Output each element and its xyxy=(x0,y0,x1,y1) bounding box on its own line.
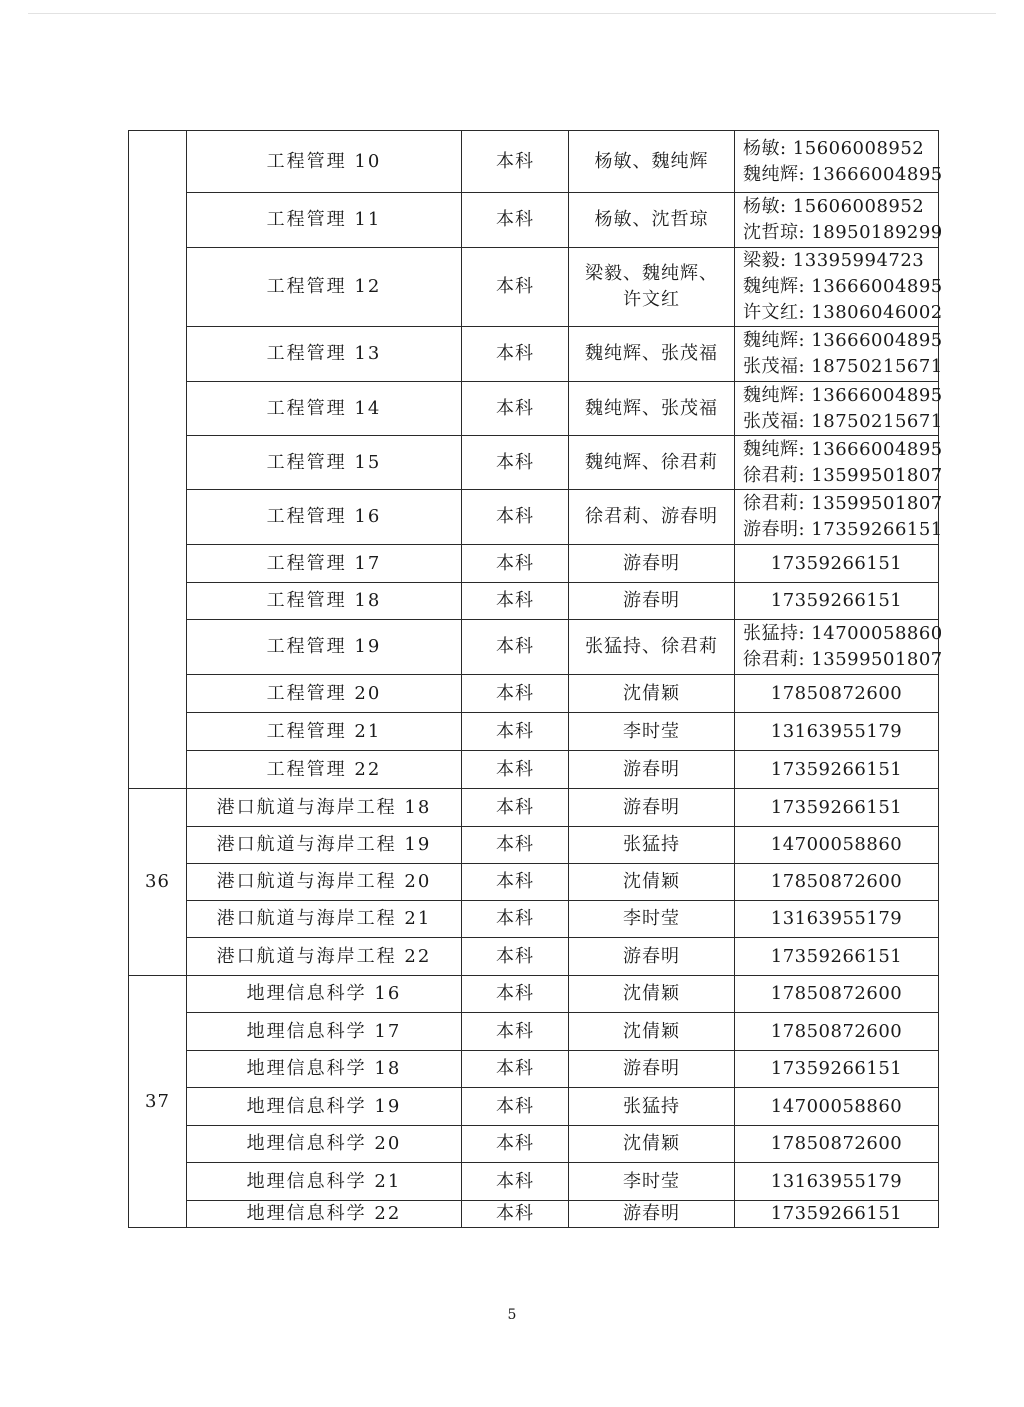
advisor-cell xyxy=(569,901,735,938)
contact-line: 许文红: 13806046002 xyxy=(743,302,943,323)
contact-cell xyxy=(735,938,939,976)
contact-cell xyxy=(735,713,939,751)
major-cell: 工程管理 16 xyxy=(187,490,462,545)
level-cell: 本科 xyxy=(462,1201,569,1228)
contact-line: 魏纯辉: 13666004895 xyxy=(743,438,943,460)
advisor-line: 魏纯辉、张茂福 xyxy=(585,397,718,419)
advisor-line: 许文红 xyxy=(623,289,680,310)
major-cell: 工程管理 21 xyxy=(187,713,462,751)
level-cell: 本科 xyxy=(462,976,569,1013)
contact-cell xyxy=(735,675,939,713)
contact-cell xyxy=(735,620,943,675)
contact-line: 17359266151 xyxy=(770,945,903,967)
table-row xyxy=(129,382,939,436)
major-cell: 港口航道与海岸工程 20 xyxy=(187,864,462,901)
contact-line: 魏纯辉: 13666004895 xyxy=(743,384,943,406)
contact-cell xyxy=(735,1201,939,1228)
contact-cell xyxy=(735,193,943,248)
contact-line: 17850872600 xyxy=(770,682,903,704)
table-row xyxy=(129,713,939,751)
contact-line: 17850872600 xyxy=(770,871,903,892)
advisor-cell xyxy=(569,620,735,675)
group-seq-cell xyxy=(129,131,187,789)
advisor-line: 游春明 xyxy=(623,796,680,818)
advisor-cell xyxy=(569,131,735,193)
contact-line: 徐君莉: 13599501807 xyxy=(743,649,943,670)
table-row xyxy=(129,938,939,976)
advisor-cell xyxy=(569,789,735,827)
contact-line: 17850872600 xyxy=(770,983,903,1004)
contact-line: 徐君莉: 13599501807 xyxy=(743,464,943,486)
contact-cell xyxy=(735,490,943,545)
contact-cell xyxy=(735,864,939,901)
contact-cell xyxy=(735,901,939,938)
table-row xyxy=(129,436,939,490)
advisor-cell xyxy=(569,938,735,976)
level-cell: 本科 xyxy=(462,583,569,620)
table-row xyxy=(129,1051,939,1088)
level-cell: 本科 xyxy=(462,248,569,327)
advisor-cell xyxy=(569,1088,735,1126)
major-cell: 工程管理 20 xyxy=(187,675,462,713)
contact-cell xyxy=(735,248,943,327)
major-cell: 地理信息科学 16 xyxy=(187,976,462,1013)
advisor-cell xyxy=(569,713,735,751)
level-cell: 本科 xyxy=(462,1013,569,1051)
level-cell: 本科 xyxy=(462,382,569,436)
roster-body xyxy=(129,131,943,1228)
contact-line: 17359266151 xyxy=(770,1058,903,1079)
advisor-cell xyxy=(569,436,735,490)
contact-cell xyxy=(735,1126,939,1163)
contact-line: 14700058860 xyxy=(770,1095,903,1117)
advisor-line: 沈倩颖 xyxy=(623,871,680,892)
level-cell: 本科 xyxy=(462,620,569,675)
major-cell: 工程管理 19 xyxy=(187,620,462,675)
contact-line: 沈哲琼: 18950189299 xyxy=(743,222,943,243)
level-cell: 本科 xyxy=(462,938,569,976)
major-cell: 地理信息科学 21 xyxy=(187,1163,462,1201)
table-row xyxy=(129,193,939,248)
level-cell: 本科 xyxy=(462,193,569,248)
table-row xyxy=(129,675,939,713)
level-cell: 本科 xyxy=(462,1088,569,1126)
contact-cell xyxy=(735,1088,939,1126)
advisor-line: 张猛持 xyxy=(623,834,680,855)
table-row xyxy=(129,827,939,864)
contact-line: 13163955179 xyxy=(770,1170,903,1192)
advisor-cell xyxy=(569,382,735,436)
level-cell: 本科 xyxy=(462,1163,569,1201)
table-row xyxy=(129,976,939,1013)
contact-line: 杨敏: 15606008952 xyxy=(743,196,925,217)
contact-line: 游春明: 17359266151 xyxy=(743,519,943,540)
contact-cell xyxy=(735,827,939,864)
level-cell: 本科 xyxy=(462,827,569,864)
advisor-line: 魏纯辉、张茂福 xyxy=(585,343,718,364)
major-cell: 港口航道与海岸工程 19 xyxy=(187,827,462,864)
level-cell: 本科 xyxy=(462,1051,569,1088)
major-cell: 港口航道与海岸工程 18 xyxy=(187,789,462,827)
level-cell: 本科 xyxy=(462,789,569,827)
level-cell: 本科 xyxy=(462,545,569,583)
major-cell: 地理信息科学 18 xyxy=(187,1051,462,1088)
contact-line: 魏纯辉: 13666004895 xyxy=(743,163,943,185)
advisor-line: 游春明 xyxy=(623,1058,680,1079)
major-cell: 工程管理 18 xyxy=(187,583,462,620)
contact-cell xyxy=(735,1163,939,1201)
advisor-cell xyxy=(569,1201,735,1228)
advisor-line: 李时莹 xyxy=(623,908,680,929)
level-cell: 本科 xyxy=(462,1126,569,1163)
advisor-line: 沈倩颖 xyxy=(623,682,680,704)
contact-cell xyxy=(735,1051,939,1088)
advisor-cell xyxy=(569,490,735,545)
table-row xyxy=(129,327,939,382)
advisor-line: 游春明 xyxy=(623,945,680,967)
contact-line: 杨敏: 15606008952 xyxy=(743,137,925,159)
page-top-rule xyxy=(28,13,996,14)
advisor-line: 沈倩颖 xyxy=(623,1133,680,1154)
level-cell: 本科 xyxy=(462,751,569,789)
page-number: 5 xyxy=(507,1307,517,1323)
major-cell: 工程管理 10 xyxy=(187,131,462,193)
table-row xyxy=(129,1163,939,1201)
contact-cell xyxy=(735,436,943,490)
table-row xyxy=(129,1088,939,1126)
contact-cell xyxy=(735,545,939,583)
level-cell: 本科 xyxy=(462,131,569,193)
contact-line: 13163955179 xyxy=(770,908,903,929)
contact-line: 魏纯辉: 13666004895 xyxy=(743,330,943,351)
level-cell: 本科 xyxy=(462,901,569,938)
advisor-line: 游春明 xyxy=(623,1203,680,1224)
advisor-cell xyxy=(569,1163,735,1201)
contact-line: 17359266151 xyxy=(770,796,903,818)
contact-line: 张猛持: 14700058860 xyxy=(743,623,943,644)
major-cell: 工程管理 17 xyxy=(187,545,462,583)
contact-cell xyxy=(735,583,939,620)
contact-line: 17850872600 xyxy=(770,1020,903,1042)
table-row xyxy=(129,545,939,583)
table-row xyxy=(129,1126,939,1163)
level-cell: 本科 xyxy=(462,327,569,382)
advisor-line: 沈倩颖 xyxy=(623,983,680,1004)
advisor-line: 张猛持、徐君莉 xyxy=(585,636,718,657)
advisor-cell xyxy=(569,1013,735,1051)
advisor-line: 沈倩颖 xyxy=(623,1020,680,1042)
table-row xyxy=(129,248,939,327)
major-cell: 地理信息科学 22 xyxy=(187,1201,462,1228)
advisor-cell xyxy=(569,193,735,248)
advisor-roster-table xyxy=(128,130,943,1228)
advisor-line: 梁毅、魏纯辉、 xyxy=(585,263,718,284)
level-cell: 本科 xyxy=(462,490,569,545)
major-cell: 工程管理 22 xyxy=(187,751,462,789)
contact-line: 梁毅: 13395994723 xyxy=(743,250,925,271)
table-row xyxy=(129,583,939,620)
advisor-line: 游春明 xyxy=(623,590,680,611)
contact-line: 魏纯辉: 13666004895 xyxy=(743,276,943,297)
major-cell: 工程管理 12 xyxy=(187,248,462,327)
contact-line: 17359266151 xyxy=(770,1203,903,1224)
level-cell: 本科 xyxy=(462,713,569,751)
level-cell: 本科 xyxy=(462,864,569,901)
contact-cell xyxy=(735,327,943,382)
contact-cell xyxy=(735,789,939,827)
advisor-cell xyxy=(569,545,735,583)
contact-line: 17359266151 xyxy=(770,590,903,611)
contact-line: 17359266151 xyxy=(770,552,903,574)
table-row xyxy=(129,490,939,545)
advisor-line: 张猛持 xyxy=(623,1095,680,1117)
table-row xyxy=(129,620,939,675)
advisor-line: 李时莹 xyxy=(623,720,680,742)
contact-line: 徐君莉: 13599501807 xyxy=(743,493,943,514)
advisor-line: 徐君莉、游春明 xyxy=(585,506,718,527)
table-row xyxy=(129,789,939,827)
contact-line: 14700058860 xyxy=(770,834,903,855)
contact-cell xyxy=(735,976,939,1013)
contact-cell xyxy=(735,1013,939,1051)
advisor-cell xyxy=(569,864,735,901)
level-cell: 本科 xyxy=(462,675,569,713)
advisor-cell xyxy=(569,248,735,327)
table-row xyxy=(129,131,939,193)
major-cell: 工程管理 14 xyxy=(187,382,462,436)
table-row xyxy=(129,901,939,938)
advisor-cell xyxy=(569,751,735,789)
table-row xyxy=(129,864,939,901)
advisor-line: 杨敏、魏纯辉 xyxy=(594,150,709,172)
major-cell: 工程管理 15 xyxy=(187,436,462,490)
major-cell: 地理信息科学 19 xyxy=(187,1088,462,1126)
advisor-cell xyxy=(569,327,735,382)
major-cell: 工程管理 13 xyxy=(187,327,462,382)
contact-line: 13163955179 xyxy=(770,720,903,742)
advisor-cell xyxy=(569,675,735,713)
major-cell: 工程管理 11 xyxy=(187,193,462,248)
contact-line: 张茂福: 18750215671 xyxy=(743,410,943,432)
advisor-line: 游春明 xyxy=(623,552,680,574)
advisor-line: 李时莹 xyxy=(623,1170,680,1192)
contact-cell xyxy=(735,382,943,436)
contact-cell xyxy=(735,751,939,789)
advisor-cell xyxy=(569,1126,735,1163)
contact-cell xyxy=(735,131,943,193)
major-cell: 地理信息科学 17 xyxy=(187,1013,462,1051)
advisor-cell xyxy=(569,827,735,864)
advisor-cell xyxy=(569,976,735,1013)
advisor-cell xyxy=(569,1051,735,1088)
advisor-line: 杨敏、沈哲琼 xyxy=(594,209,709,230)
contact-line: 张茂福: 18750215671 xyxy=(743,356,943,377)
group-seq-cell: 36 xyxy=(129,789,187,976)
contact-line: 17359266151 xyxy=(770,758,903,780)
advisor-cell xyxy=(569,583,735,620)
group-seq-cell: 37 xyxy=(129,976,187,1228)
table-row xyxy=(129,1013,939,1051)
advisor-line: 魏纯辉、徐君莉 xyxy=(585,451,718,473)
major-cell: 港口航道与海岸工程 21 xyxy=(187,901,462,938)
major-cell: 地理信息科学 20 xyxy=(187,1126,462,1163)
table-row xyxy=(129,1201,939,1228)
major-cell: 港口航道与海岸工程 22 xyxy=(187,938,462,976)
level-cell: 本科 xyxy=(462,436,569,490)
contact-line: 17850872600 xyxy=(770,1133,903,1154)
table-row xyxy=(129,751,939,789)
advisor-line: 游春明 xyxy=(623,758,680,780)
